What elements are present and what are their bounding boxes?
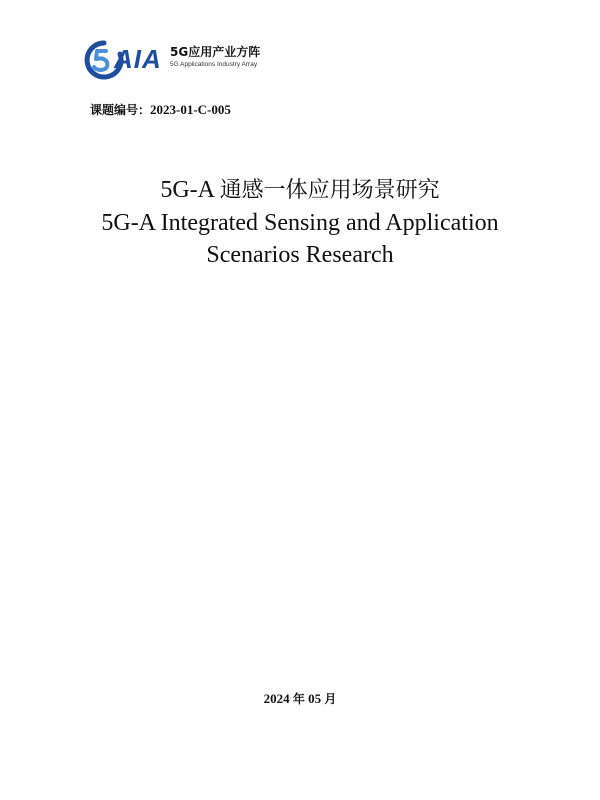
logo [84,40,284,80]
date-month-unit: 月 [324,692,337,706]
project-code-label: 课题编号： [90,103,151,117]
project-code [90,102,231,118]
title-cn-prefix: 5G-A [160,177,220,203]
logo-name-cn: 5G应用产业方阵 [170,45,261,59]
publication-date [0,691,600,707]
date-year: 2024 [263,691,290,706]
logo-letters: AIA [114,44,162,74]
title-en-line2: Scenarios Research [206,242,394,268]
logo-name-en: 5G Applications Industry Array [170,61,258,68]
date-month: 05 [308,691,322,706]
title-block [0,174,600,271]
project-code-value: 2023-01-C-005 [150,102,231,117]
title-cn-text: 通感一体应用场景研究 [219,178,440,203]
title-cn [0,174,600,207]
date-year-unit: 年 [292,692,305,706]
title-en-line1: 5G-A Integrated Sensing and Application [101,210,499,236]
